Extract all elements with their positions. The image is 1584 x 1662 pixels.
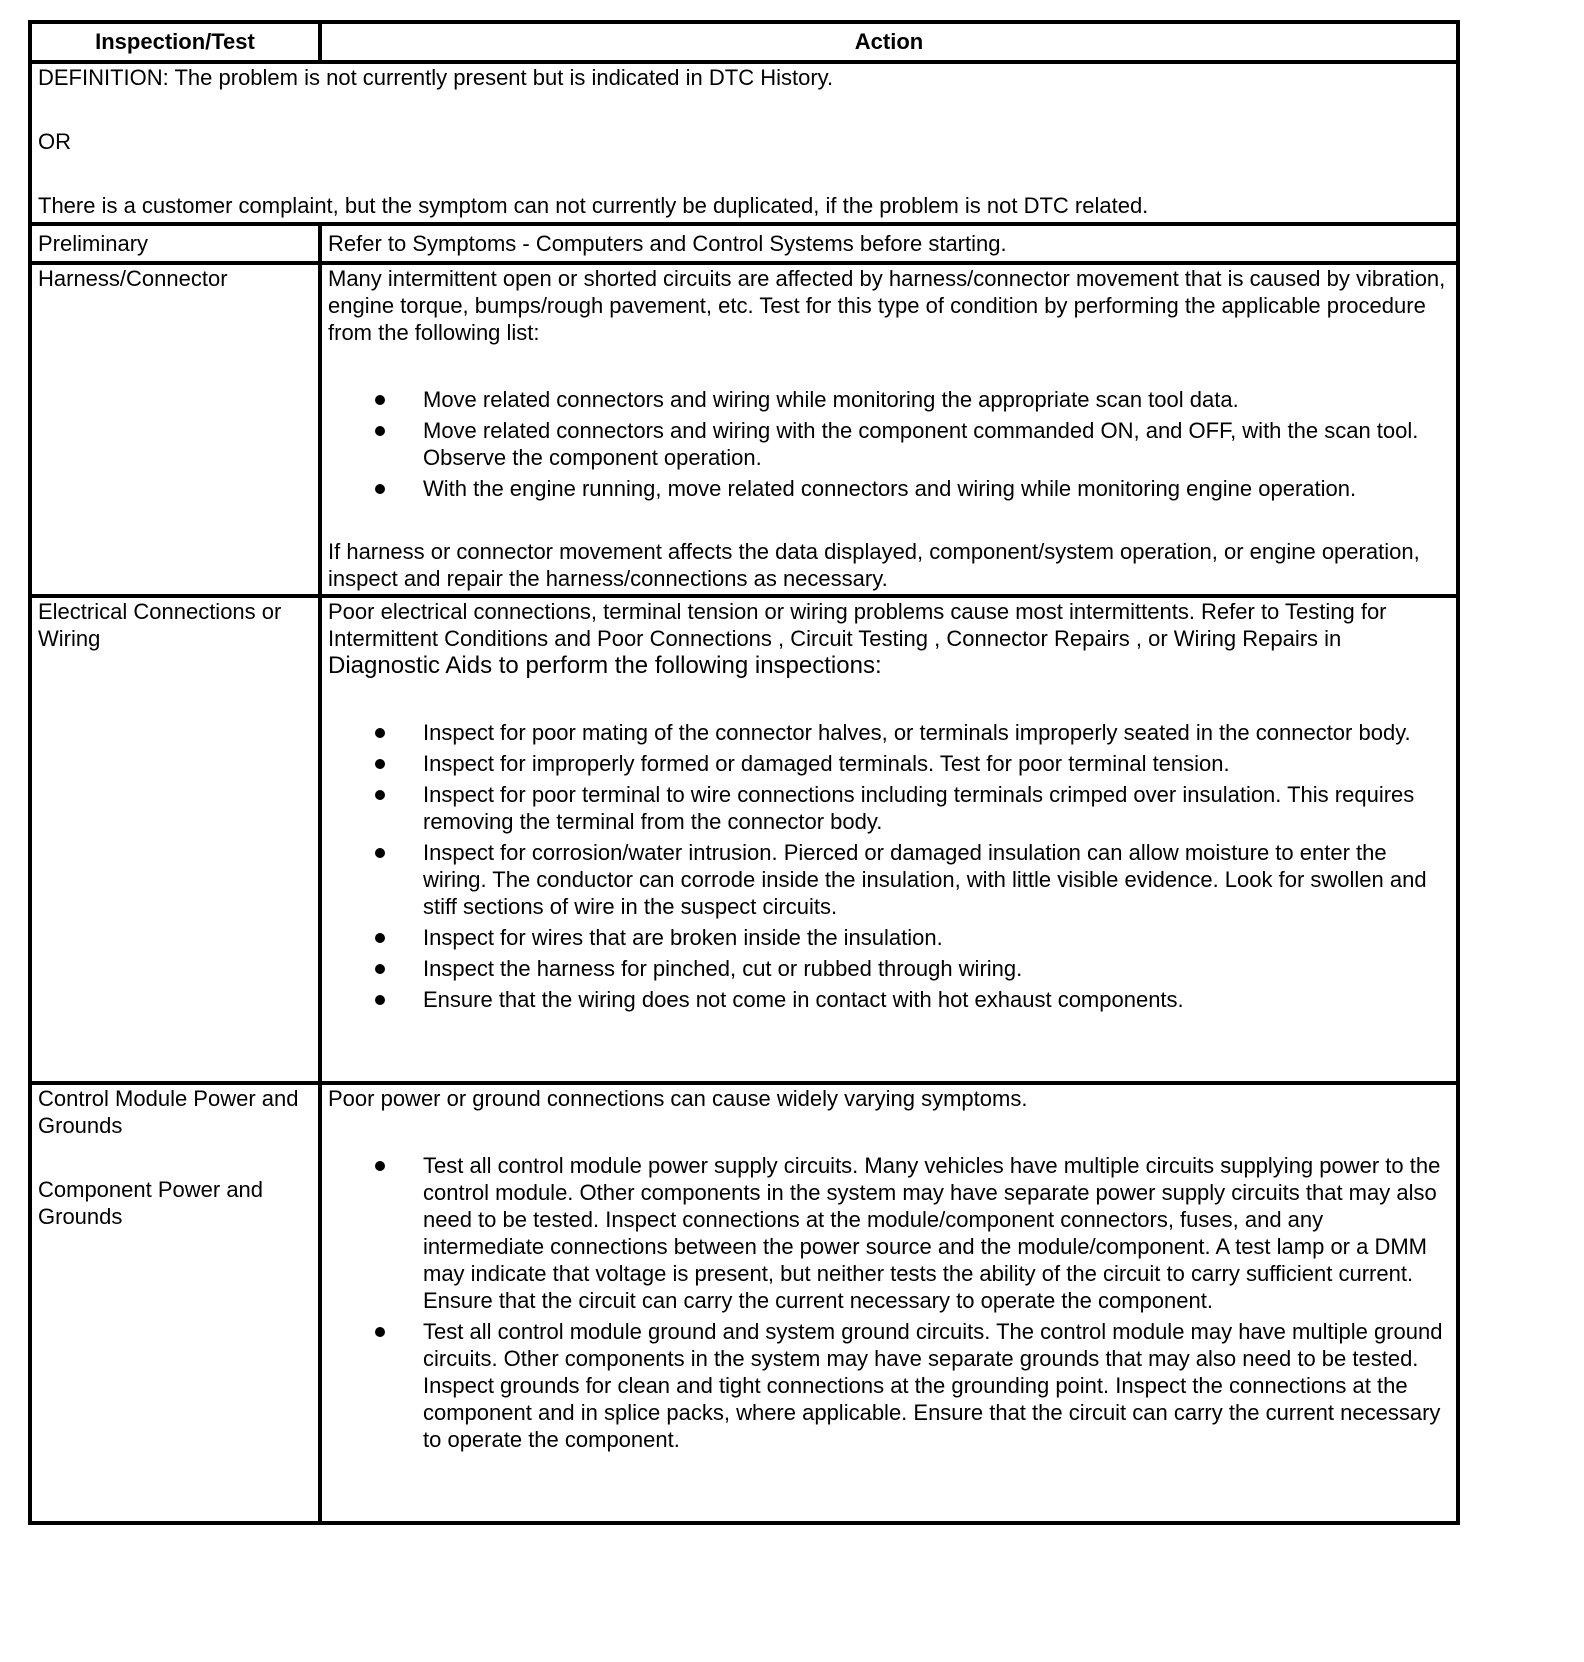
list-item: Inspect for wires that are broken inside the insulation. xyxy=(328,924,1450,951)
row-label: Preliminary xyxy=(30,224,320,263)
definition-row xyxy=(30,62,1458,224)
header-inspection-test: Inspection/Test xyxy=(30,22,320,62)
list-item: Inspect the harness for pinched, cut or rubbed through wiring. xyxy=(328,955,1450,982)
list-item: Inspect for corrosion/water intrusion. Pierced or damaged insulation can allow moisture to enter the wiring. The conductor can corrode inside the insulation, with little visible evidence. Look for swollen and stiff sections of wire in the suspect circuits. xyxy=(328,839,1450,920)
action-outro: If harness or connector movement affects the data displayed, component/system operation, or engine operation, inspect and repair the harness/connections as necessary. xyxy=(328,539,1420,591)
list-item: Inspect for poor mating of the connector halves, or terminals improperly seated in the connector body. xyxy=(328,719,1450,746)
row-action xyxy=(320,596,1458,1083)
table-row-power-and-grounds xyxy=(30,1083,1458,1523)
action-bullet-list xyxy=(328,1152,1450,1453)
definition-cell xyxy=(30,62,1458,224)
row-label-component: Component Power and Grounds xyxy=(38,1177,264,1229)
list-item: Inspect for improperly formed or damaged terminals. Test for poor terminal tension. xyxy=(328,750,1450,777)
action-intro-tail: Diagnostic Aids to perform the following inspections: xyxy=(328,652,882,679)
table-header-row xyxy=(30,22,1458,62)
definition-text: DEFINITION: The problem is not currently present but is indicated in DTC History. xyxy=(38,65,834,90)
row-action xyxy=(320,1083,1458,1523)
row-label: Electrical Connections or Wiring xyxy=(30,596,320,1083)
table-row-harness-connector xyxy=(30,263,1458,596)
list-item: Test all control module ground and system ground circuits. The control module may have multiple ground circuits. Other components in the system may have separate grounds that may also need to be tested. Inspect grounds for clean and tight connections at the grounding point. Inspect the connections at the component and in splice packs, where applicable. Ensure that the circuit can carry the current necessary to operate the component. xyxy=(328,1318,1450,1453)
list-item: Test all control module power supply circuits. Many vehicles have multiple circuits supplying power to the control module. Other components in the system may have separate power supply circuits that may also need to be tested. Inspect connections at the module/component connectors, fuses, and any intermediate connections between the power source and the module/component. A test lamp or a DMM may indicate that voltage is present, but neither tests the ability of the circuit to carry sufficient current. Ensure that the circuit can carry the current necessary to operate the component. xyxy=(328,1152,1450,1314)
row-label-control-module: Control Module Power and Grounds xyxy=(38,1086,299,1138)
row-label: Harness/Connector xyxy=(30,263,320,596)
list-item: With the engine running, move related connectors and wiring while monitoring engine operation. xyxy=(328,475,1450,502)
inspection-test-table xyxy=(28,20,1460,1525)
table-row-preliminary xyxy=(30,224,1458,263)
list-item: Move related connectors and wiring while monitoring the appropriate scan tool data. xyxy=(328,386,1450,413)
list-item: Move related connectors and wiring with the component commanded ON, and OFF, with the scan tool. Observe the component operation. xyxy=(328,417,1450,471)
definition-alt-text: There is a customer complaint, but the symptom can not currently be duplicated, if the problem is not DTC related. xyxy=(38,193,1149,218)
header-action: Action xyxy=(320,22,1458,62)
action-bullet-list xyxy=(328,719,1450,1013)
definition-or: OR xyxy=(38,129,71,154)
action-bullet-list xyxy=(328,386,1450,502)
action-intro: Poor electrical connections, terminal tension or wiring problems cause most intermittents. Refer to Testing for Intermittent Conditions and Poor Connections , Circuit Testing , Connector Repairs , or Wiring Repairs in xyxy=(328,599,1387,651)
action-intro: Poor power or ground connections can cause widely varying symptoms. xyxy=(328,1086,1028,1111)
row-label xyxy=(30,1083,320,1523)
list-item: Inspect for poor terminal to wire connections including terminals crimped over insulation. This requires removing the terminal from the connector body. xyxy=(328,781,1450,835)
action-intro: Many intermittent open or shorted circuits are affected by harness/connector movement that is caused by vibration, engine torque, bumps/rough pavement, etc. Test for this type of condition by performing the applicable procedure from the following list: xyxy=(328,266,1446,345)
list-item: Ensure that the wiring does not come in contact with hot exhaust components. xyxy=(328,986,1450,1013)
table-row-electrical-connections xyxy=(30,596,1458,1083)
row-action: Refer to Symptoms - Computers and Control Systems before starting. xyxy=(320,224,1458,263)
row-action xyxy=(320,263,1458,596)
